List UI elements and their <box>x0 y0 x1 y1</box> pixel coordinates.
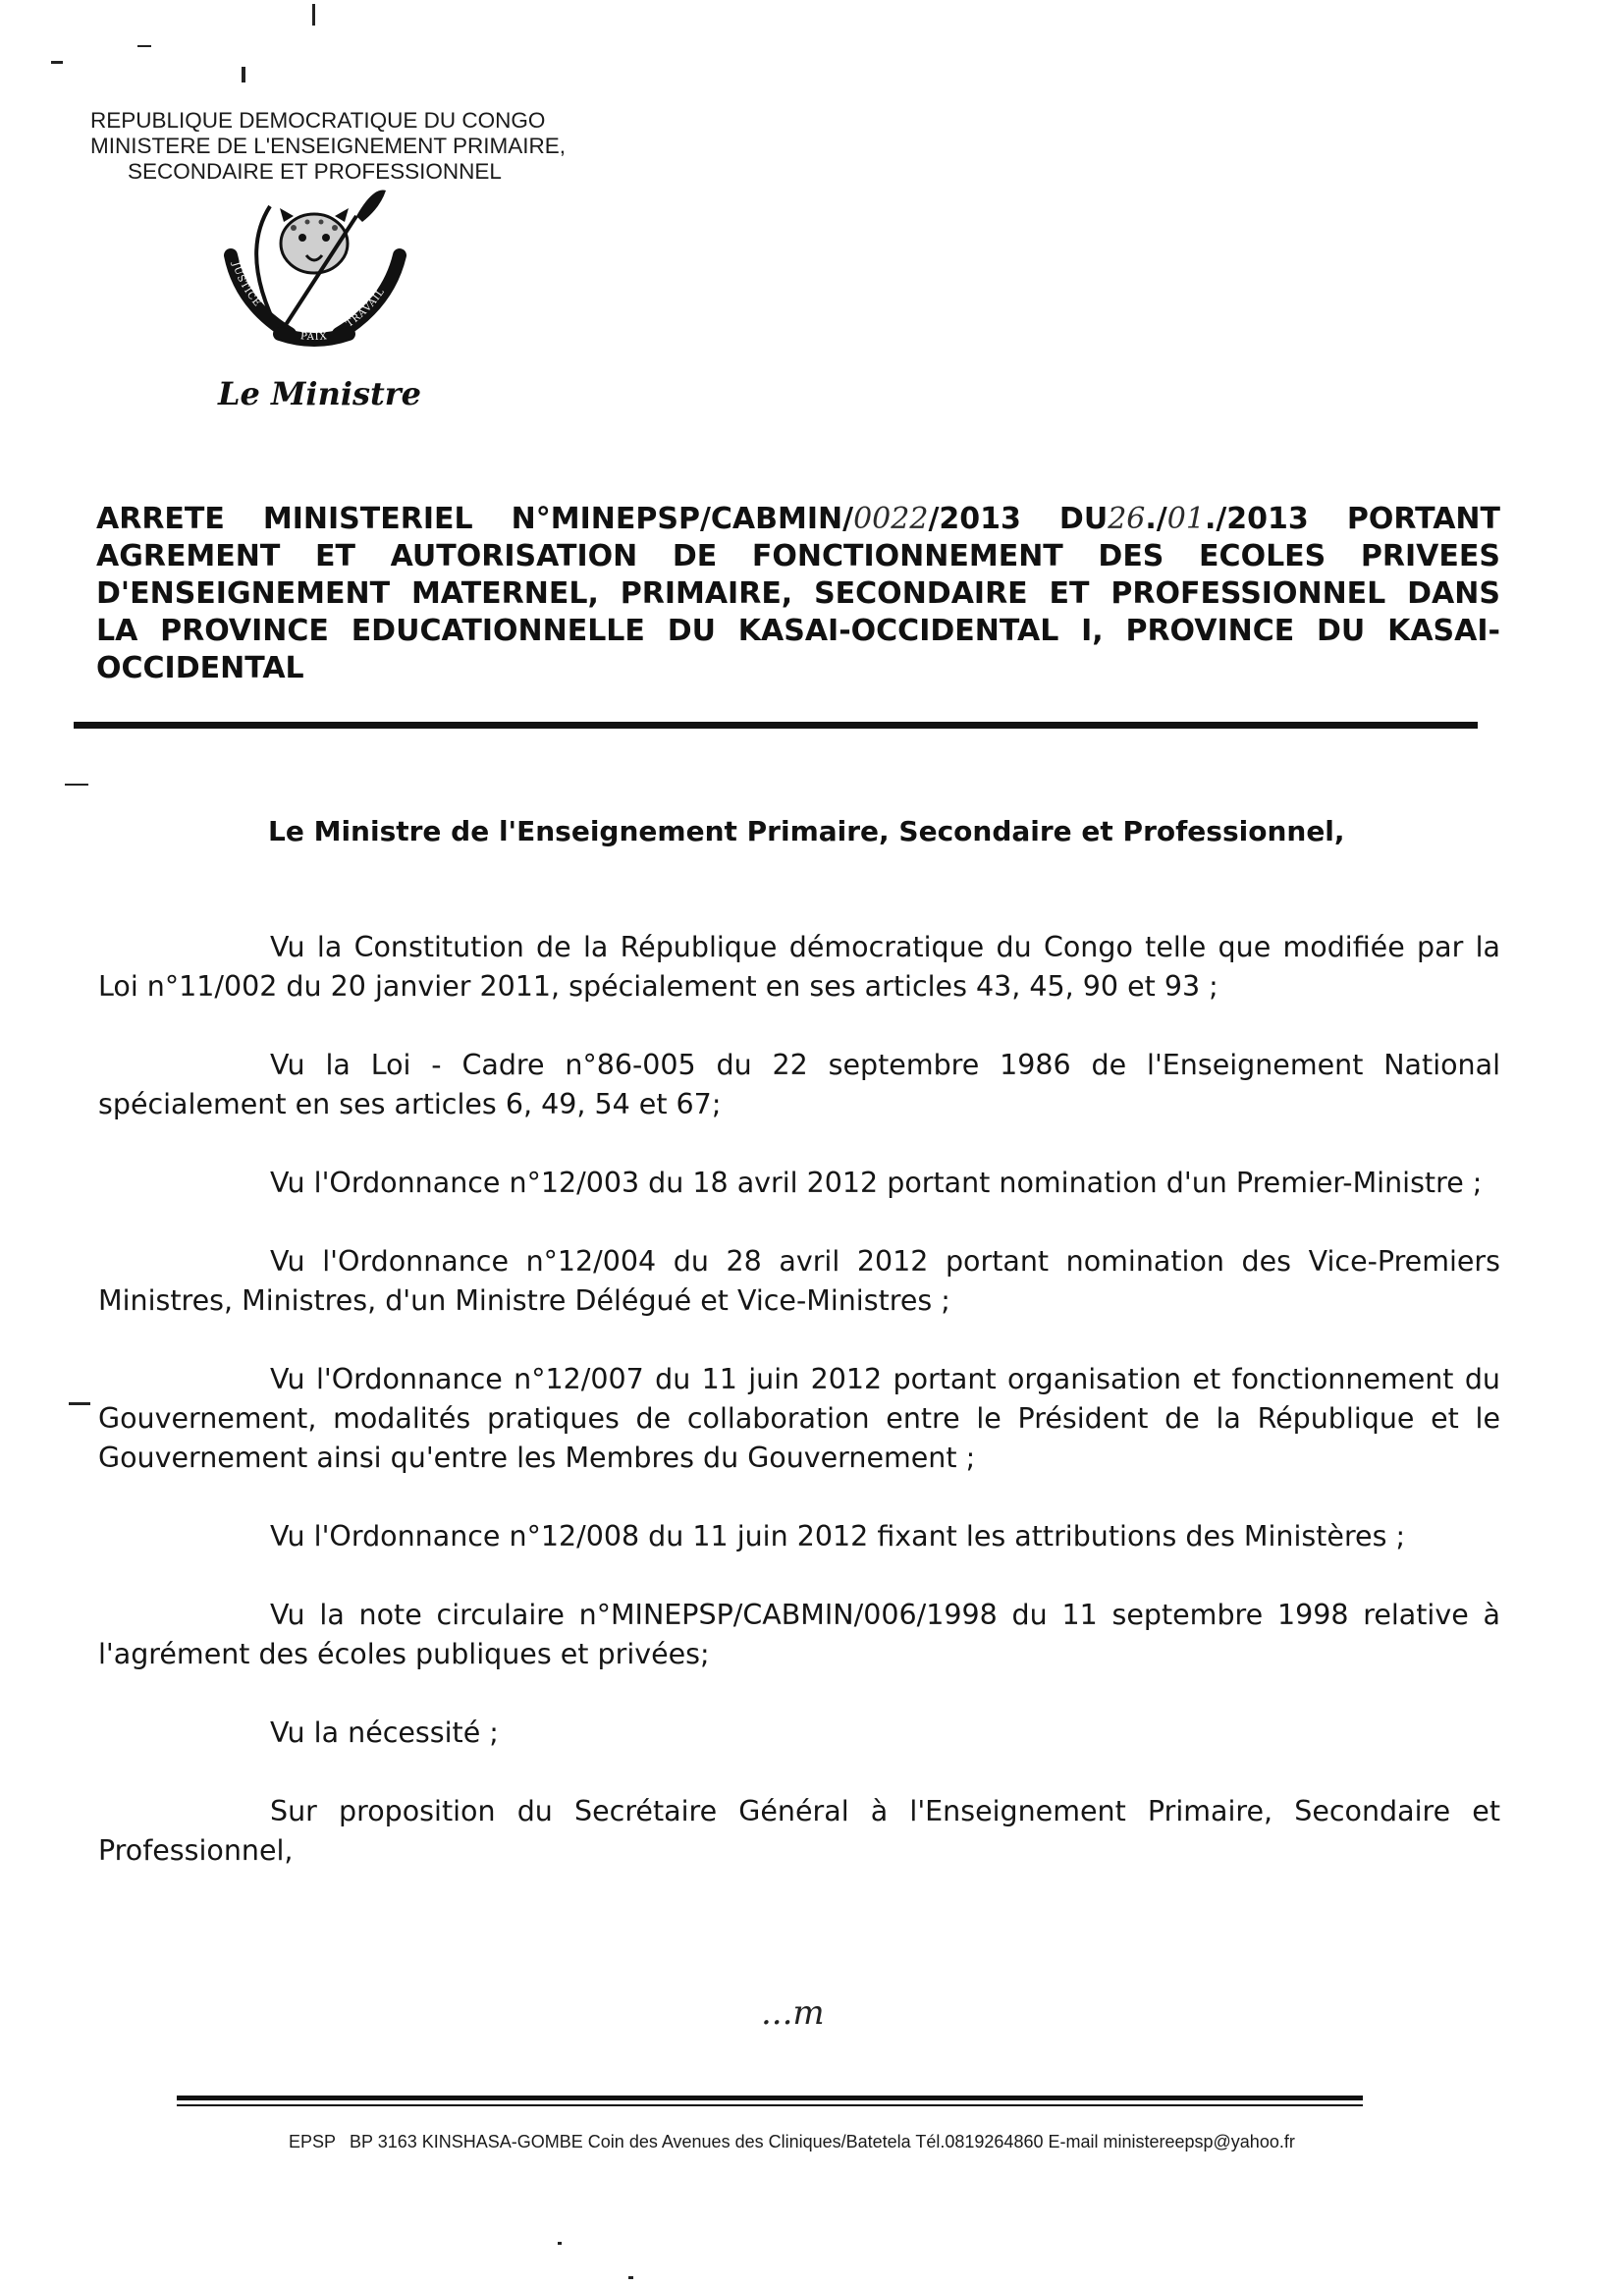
decree-title <box>96 501 1500 687</box>
consideration-paragraph: Vu l'Ordonnance n°12/004 du 28 avril 2012 portant nomination des Vice-Premiers Ministres, Ministres, d'un Ministre Délégué et Vice-Ministres ; <box>98 1245 1500 1317</box>
footer-divider-thick <box>177 2096 1363 2100</box>
footer-contact: BP 3163 KINSHASA-GOMBE Coin des Avenues des Cliniques/Batetela Tél.0819264860 E-mail ministereepsp@yahoo.fr <box>350 2132 1295 2151</box>
consideration-paragraph: Vu l'Ordonnance n°12/008 du 11 juin 2012 fixant les attributions des Ministères ; <box>270 1520 1406 1552</box>
title-line-2: AGREMENT ET AUTORISATION DE FONCTIONNEMENT DES ECOLES PRIVEES <box>96 539 1500 573</box>
motto-bottom: PAIX <box>299 331 329 344</box>
consideration-paragraph: Vu la nécessité ; <box>270 1716 499 1749</box>
consideration-paragraph: Vu la Loi - Cadre n°86-005 du 22 septembre 1986 de l'Enseignement National spécialement en ses articles 6, 49, 54 et 67; <box>98 1049 1500 1120</box>
scan-speck <box>312 4 315 26</box>
letterhead-country: REPUBLIQUE DEMOCRATIQUE DU CONGO <box>90 108 546 133</box>
footer-org: EPSP <box>289 2132 337 2151</box>
consideration-paragraph: Vu la note circulaire n°MINEPSP/CABMIN/006/1998 du 11 septembre 1998 relative à l'agrément des écoles publiques et privées; <box>98 1599 1500 1670</box>
scan-speck <box>558 2242 562 2245</box>
letterhead-ministry: MINISTERE DE L'ENSEIGNEMENT PRIMAIRE, <box>90 134 566 158</box>
preamble: Le Ministre de l'Enseignement Primaire, Secondaire et Professionnel, <box>268 815 1345 847</box>
considerations <box>98 928 1500 1871</box>
scan-speck <box>137 45 151 47</box>
footer-divider-thin <box>177 2104 1363 2106</box>
title-divider <box>74 722 1478 729</box>
minister-title: Le Ministre <box>218 375 422 412</box>
scan-speck <box>242 67 245 82</box>
letterhead <box>90 108 699 185</box>
handwritten-month: 01 <box>1166 502 1205 536</box>
motto-left: JUSTICE <box>230 260 263 310</box>
scan-speck <box>65 784 88 786</box>
svg-text:PAIX <box>299 331 328 343</box>
handwritten-day: 26 <box>1108 502 1146 536</box>
letterhead-ministry-cont: SECONDAIRE ET PROFESSIONNEL <box>128 159 502 184</box>
title-line-1: ARRETE MINISTERIEL N°MINEPSP/CABMIN/0022/2013 DU26./01./2013 PORTANT <box>96 502 1500 536</box>
scan-speck <box>628 2276 633 2279</box>
consideration-paragraph: Vu la Constitution de la République démocratique du Congo telle que modifiée par la Loi n°11/002 du 20 janvier 2011, spécialement en ses articles 43, 45, 90 et 93 ; <box>98 931 1500 1003</box>
scan-speck <box>51 61 63 64</box>
footer-address <box>289 2132 1295 2152</box>
title-line-3: D'ENSEIGNEMENT MATERNEL, PRIMAIRE, SECONDAIRE ET PROFESSIONNEL DANS <box>96 576 1500 611</box>
scan-speck <box>69 1402 90 1405</box>
consideration-paragraph: Vu l'Ordonnance n°12/007 du 11 juin 2012 portant organisation et fonctionnement du Gouvernement, modalités pratiques de collaboration entre le Président de la République et le Gouvernement ainsi qu'entre les Membres du Gouvernement ; <box>98 1363 1500 1474</box>
title-line-4: LA PROVINCE EDUCATIONNELLE DU KASAI-OCCIDENTAL I, PROVINCE DU KASAI- <box>96 614 1500 648</box>
coat-of-arms-emblem <box>211 187 417 363</box>
motto-right: TRAVAIL <box>344 286 388 330</box>
handwritten-number: 0022 <box>853 502 929 536</box>
svg-text:TRAVAIL <box>345 287 388 330</box>
consideration-paragraph: Vu l'Ordonnance n°12/003 du 18 avril 2012 portant nomination d'un Premier-Ministre ; <box>270 1167 1483 1199</box>
handwritten-initials: ...m <box>761 1993 825 2033</box>
consideration-paragraph: Sur proposition du Secrétaire Général à l'Enseignement Primaire, Secondaire et Professionnel, <box>98 1795 1500 1867</box>
title-line-5: OCCIDENTAL <box>96 651 304 685</box>
